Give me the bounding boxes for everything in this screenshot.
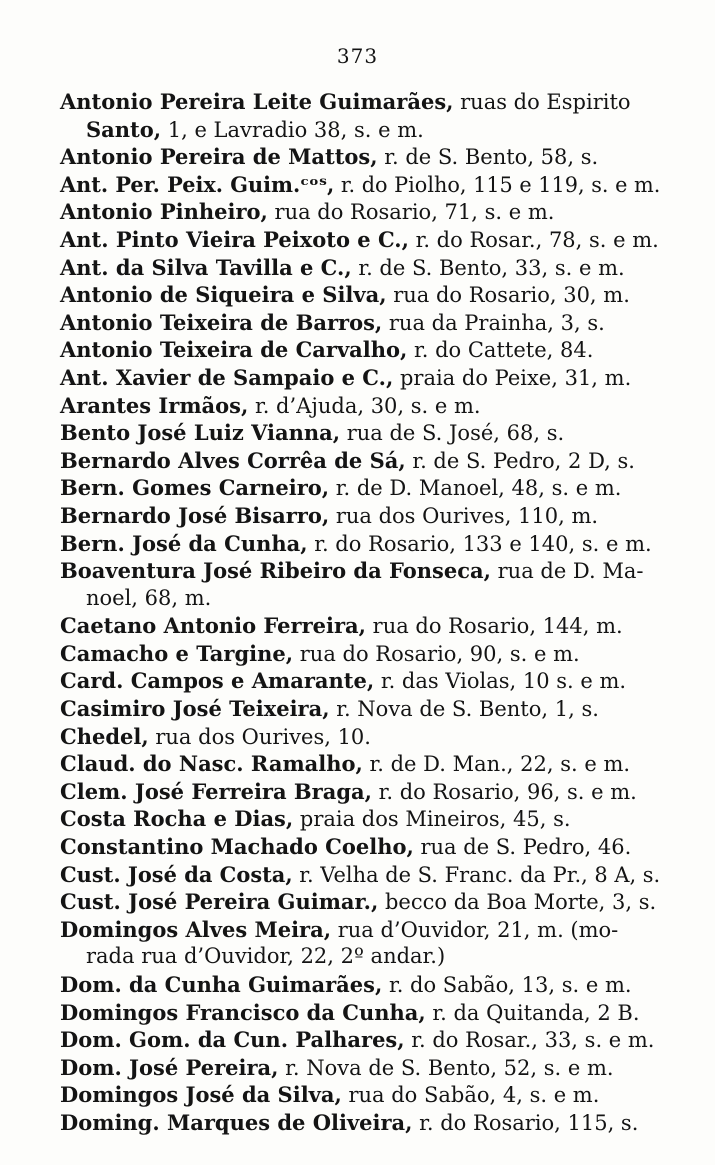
entry-name: Bernardo José Bisarro, [60, 502, 330, 528]
directory-entry [60, 530, 660, 558]
entry-name: Bernardo Alves Corrêa de Sá, [60, 447, 406, 473]
entry-name: Arantes Irmãos, [60, 392, 249, 418]
directory-entry [60, 447, 660, 475]
directory-entry [60, 502, 660, 530]
entry-line [60, 198, 660, 226]
entry-name: Chedel, [60, 723, 149, 749]
entry-line [60, 805, 660, 833]
entry-line [60, 474, 660, 502]
entry-name: Antonio de Siqueira e Silva, [60, 282, 387, 308]
entry-address: rua dos Ourives, 10. [148, 724, 371, 749]
entry-address: r. Nova de S. Bento, 52, s. e m. [278, 1055, 614, 1080]
directory-entry [60, 336, 660, 364]
entry-name: Dom. José Pereira, [60, 1054, 279, 1080]
entry-line [60, 1054, 660, 1082]
directory-entry [60, 723, 660, 751]
entry-name: Cust. José da Costa, [60, 861, 293, 887]
directory-entry [60, 640, 660, 668]
entry-name: Caetano Antonio Ferreira, [60, 613, 366, 639]
entry-line [60, 143, 660, 171]
directory-entry [60, 916, 660, 971]
entry-address: becco da Boa Morte, 3, s. [378, 890, 657, 915]
entry-name: Dom. Gom. da Cun. Palhares, [60, 1027, 405, 1053]
entry-address: r. d’Ajuda, 30, s. e m. [248, 393, 481, 418]
directory-entry [60, 143, 660, 171]
entry-address: r. do Piolho, 115 e 119, s. e m. [334, 172, 661, 197]
entry-address: r. de S. Bento, 33, s. e m. [351, 255, 625, 280]
entry-address: r. das Violas, 10 s. e m. [374, 669, 627, 694]
directory-entry [60, 778, 660, 806]
entry-name: Clem. José Ferreira Braga, [60, 778, 372, 804]
entry-name: Bento José Luiz Vianna, [60, 420, 341, 446]
directory-entry [60, 971, 660, 999]
entry-address: r. do Rosar., 78, s. e m. [408, 227, 659, 252]
entry-address: ruas do Espirito [453, 90, 631, 114]
entry-name: Antonio Teixeira de Carvalho, [60, 337, 408, 363]
directory-entry [60, 999, 660, 1027]
entry-line [60, 723, 660, 751]
entry-address: r. de D. Manoel, 48, s. e m. [329, 476, 622, 501]
entry-line [60, 171, 661, 199]
entry-name: Doming. Marques de Oliveira, [60, 1109, 413, 1135]
entry-line [60, 1081, 660, 1109]
entry-address: r. do Rosar., 33, s. e m. [404, 1028, 655, 1053]
entry-address: rua do Rosario, 90, s. e m. [293, 641, 580, 666]
entry-line [60, 364, 660, 392]
entry-address: r. do Cattete, 84. [407, 338, 594, 363]
directory-entry [60, 750, 660, 778]
entry-name: Bern. José da Cunha, [60, 530, 308, 556]
entry-line [60, 309, 660, 337]
directory-entry [60, 1054, 660, 1082]
entry-address: r. de S. Pedro, 2 D, s. [405, 448, 635, 473]
entry-address: rua do Rosario, 30, m. [386, 283, 630, 308]
directory-entry [60, 805, 660, 833]
entry-address: rua do Rosario, 144, m. [365, 614, 623, 639]
entry-address: noel, 68, m. [86, 585, 212, 610]
entry-line [60, 392, 660, 420]
directory-entry [60, 392, 660, 420]
directory-entry [60, 364, 660, 392]
entry-name: Casimiro José Teixeira, [60, 696, 330, 722]
entry-line [60, 640, 660, 668]
entry-line [60, 861, 661, 889]
entry-address: rua de D. Ma- [490, 559, 644, 584]
entry-name: Dom. da Cunha Guimarães, [60, 972, 383, 997]
entry-address: r. do Rosario, 115, s. [412, 1110, 639, 1135]
entry-address: rua do Sabão, 4, s. e m. [341, 1083, 600, 1108]
directory-entry [60, 695, 660, 723]
entry-line [60, 778, 660, 806]
entry-name: Constantino Machado Coelho, [60, 834, 414, 860]
directory-entry [60, 198, 660, 226]
entry-address: r. de D. Man., 22, s. e m. [362, 752, 631, 777]
entry-line [60, 833, 660, 861]
entry-address: r. do Sabão, 13, s. e m. [382, 973, 632, 997]
entry-continuation-line [60, 116, 660, 144]
entry-address: praia dos Mineiros, 45, s. [293, 807, 571, 832]
entry-name: Santo, [86, 116, 162, 142]
directory-entry [60, 309, 660, 337]
entry-address: r. Nova de S. Bento, 1, s. [329, 697, 599, 722]
entry-name: Antonio Pereira de Mattos, [60, 144, 378, 170]
entry-name: Card. Campos e Amarante, [60, 668, 375, 694]
entry-line [60, 530, 660, 558]
entry-address: r. Velha de S. Franc. da Pr., 8 A, s. [292, 862, 661, 887]
directory-entry [60, 1026, 660, 1054]
entry-line [60, 888, 660, 916]
directory-entry [60, 667, 660, 695]
entry-name: Domingos Francisco da Cunha, [60, 999, 426, 1025]
directory-entry [60, 419, 660, 447]
entry-line [60, 88, 660, 116]
entry-address: r. de S. Bento, 58, s. [377, 145, 599, 170]
entry-name: Ant. Pinto Vieira Peixoto e C., [60, 226, 409, 252]
directory-entry [60, 1081, 660, 1109]
entry-line [60, 254, 660, 282]
directory-entry [60, 171, 660, 199]
entry-address: rua dos Ourives, 110, m. [329, 503, 599, 528]
entry-address: r. do Rosario, 96, s. e m. [371, 779, 637, 804]
directory-entry [60, 612, 660, 640]
directory-entry [60, 1109, 660, 1137]
entry-line [60, 612, 660, 640]
entry-line [60, 502, 660, 530]
entry-line [60, 971, 660, 999]
directory-entry [60, 88, 660, 143]
entry-name: Costa Rocha e Dias, [60, 806, 294, 832]
entry-line [60, 1026, 660, 1054]
entry-name: Antonio Pinheiro, [60, 199, 268, 225]
entry-name: Domingos Alves Meira, [60, 916, 332, 942]
entry-address: 1, e Lavradio 38, s. e m. [161, 117, 424, 142]
directory-entry [60, 226, 660, 254]
entry-address: rada rua d’Ouvidor, 22, 2º andar.) [86, 944, 446, 969]
entry-line [60, 281, 660, 309]
entry-continuation-line [60, 585, 660, 613]
entry-line [60, 419, 660, 447]
entry-continuation-line [60, 943, 660, 971]
entry-name: Camacho e Targine, [60, 640, 294, 666]
directory-entry [60, 833, 660, 861]
entry-address: rua da Prainha, 3, s. [382, 310, 605, 335]
entry-name: Ant. Xavier de Sampaio e C., [60, 364, 394, 390]
entry-line [60, 557, 660, 585]
entry-address: praia do Peixe, 31, m. [393, 365, 632, 390]
entry-name: Boaventura José Ribeiro da Fonseca, [60, 558, 491, 584]
entry-address: rua de S. José, 68, s. [340, 421, 565, 446]
directory-entry [60, 861, 660, 889]
entry-address: rua do Rosario, 71, s. e m. [267, 200, 555, 225]
entry-line [60, 1109, 660, 1137]
entry-line [60, 336, 660, 364]
page-number: 373 [336, 44, 379, 68]
entry-name: Ant. da Silva Tavilla e C., [60, 254, 352, 280]
entry-name: Cust. José Pereira Guimar., [60, 889, 379, 915]
entry-address: r. do Rosario, 133 e 140, s. e m. [307, 531, 652, 556]
entry-line [60, 916, 660, 944]
entry-address: rua d’Ouvidor, 21, m. (mo- [331, 917, 619, 942]
directory-entry [60, 474, 660, 502]
entry-name: Domingos José da Silva, [60, 1082, 342, 1108]
entry-line [60, 447, 660, 475]
directory-entry [60, 557, 660, 612]
entry-line [60, 695, 660, 723]
entry-name: Bern. Gomes Carneiro, [60, 475, 330, 501]
directory-entry [60, 888, 660, 916]
entry-line [60, 226, 660, 254]
entry-name: Claud. do Nasc. Ramalho, [60, 751, 363, 777]
directory-entry [60, 281, 660, 309]
directory-entry [60, 254, 660, 282]
entry-line [60, 667, 660, 695]
entry-line [60, 750, 660, 778]
entry-address: r. da Quitanda, 2 B. [425, 1000, 640, 1025]
entry-name: Antonio Pereira Leite Guimarães, [60, 89, 454, 114]
entry-line [60, 999, 660, 1027]
entry-name: Ant. Per. Peix. Guim.ᶜᵒˢ, [60, 171, 335, 197]
entry-name: Antonio Teixeira de Barros, [60, 309, 383, 335]
entry-address: rua de S. Pedro, 46. [413, 835, 632, 860]
entry-list [60, 88, 660, 1137]
